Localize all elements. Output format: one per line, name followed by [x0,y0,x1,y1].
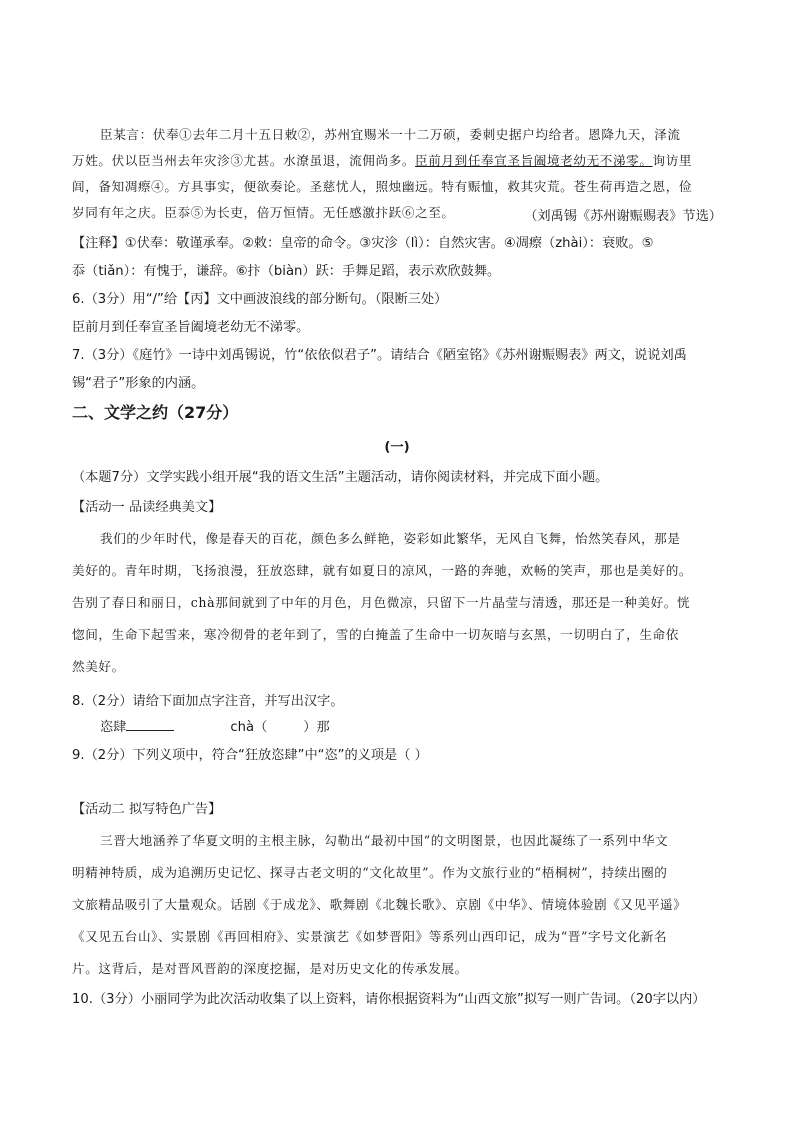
question-8-stem: 8.（2分）请给下面加点字注音，并写出汉字。 [72,694,344,709]
question-7-stem: 7.（3分）《庭竹》一诗中刘禹锡说，竹“依依似君子”。请结合《陋室铭》《苏州谢赈赐表》两文，说说刘禹 [72,348,687,363]
part-heading: (一) [384,440,410,455]
section-title: 二、文学之约（27分） [72,403,239,422]
question-6-sentence: 臣前月到任奉宣圣旨阖境老幼无不涕零。 [72,320,310,335]
essay-line: 我们的少年时代，像是春天的百花，颜色多么鲜艳，姿彩如此繁华，无风自飞舞，怡然笑春风，那是 [100,531,681,546]
activity-1-title: 【活动一 品读经典美文】 [72,500,222,515]
material-line: 《又见五台山》、实景剧《再回相府》、实景演艺《如梦晋阳》等系列山西印记，成为“晋”字号文化新名 [72,929,668,944]
passage-line: 岁同有年之庆。臣忝⑤为长吏，倍万恒情。无任感激抃跃⑥之至。 [72,205,455,220]
passage-line: 闾，备知凋瘵④。方具事实，便欲奏论。圣慈忧人，照烛幽远。特有赈恤，救其灾荒。苍生荷再造之恩，俭 [72,179,693,194]
answer-blank[interactable] [126,718,174,731]
question-7-stem: 锡“君子”形象的内涵。 [72,376,205,391]
word-zisi: 恣肆 [100,720,127,735]
passage-line [72,150,722,169]
material-line: 文旅精品吸引了大量观众。话剧《于成龙》、歌舞剧《北魏长歌》、京剧《中华》、情境体验剧《又见平遥》 [72,897,687,912]
passage-text: 万姓。伏以臣当州去年灾沴③尤甚。水潦虽退，流佣尚多。 [72,153,416,168]
question-9-stem: 9.（2分）下列义项中，符合“狂放恣肆”中“恣”的义项是（ ） [72,748,428,763]
material-line: 片。这背后，是对晋风晋韵的深度挖掘，是对历史文化的传承发展。 [72,961,468,976]
material-line: 三晋大地涵养了华夏文明的主根主脉，勾勒出“最初中国”的文明图景，也因此凝练了一系列中华文 [100,833,669,848]
passage-text: 询访里 [652,153,693,168]
passage-source: （刘禹锡《苏州谢赈赐表》节选） [524,209,722,224]
essay-line: 惚间，生命下起雪来，寒冷彻骨的老年到了，雪的白掩盖了生命中一切灰暗与玄黑，一切明白了，生命依 [72,627,679,642]
passage-line: 臣某言：伏奉①去年二月十五日敕②，苏州宜赐米一十二万硕，委刺史据户均给者。恩降九天，泽流 [100,127,681,142]
notes-line: 【注释】①伏奉：敬谨承奉。②敕：皇帝的命令。③灾沴（lì）：自然灾害。④凋瘵（zhài）：衰败。⑤ [72,236,654,251]
word-chana-close: ）那 [303,720,330,735]
notes-line: 忝（tiǎn）：有愧于，谦辞。⑥抃（biàn）跃：手舞足蹈，表示欢欣鼓舞。 [72,264,501,279]
activity-2-title: 【活动二 拟写特色广告】 [72,802,222,817]
essay-line: 美好的。青年时期，飞扬浪漫，狂放恣肆，就有如夏日的凉风，一路的奔驰，欢畅的笑声，那也是美好的。 [72,563,693,578]
section-intro: （本题7分）文学实践小组开展“我的语文生活”主题活动，请你阅读材料，并完成下面小题。 [72,470,609,485]
essay-line: 然美好。 [72,659,125,674]
underlined-sentence: 臣前月到任奉宣圣旨阖境老幼无不涕零。 [415,153,653,168]
essay-line: 告别了春日和丽日，chà那间就到了中年的月色，月色微凉，只留下一片晶莹与清透，那还是一种美好。恍 [72,595,691,610]
material-line: 明精神特质，成为追溯历史记忆、探寻古老文明的“文化故里”。作为文旅行业的“梧桐树”，持续出圈的 [72,865,668,880]
question-10-stem: 10.（3分）小丽同学为此次活动收集了以上资料，请你根据资料为“山西文旅”拟写一则广告词。（20字以内） [72,992,706,1007]
question-6-stem: 6.（3分）用“/”给【丙】文中画波浪线的部分断句。（限断三处） [72,292,448,307]
word-chana-open: chà（ [230,720,268,735]
question-8-items [100,716,700,735]
